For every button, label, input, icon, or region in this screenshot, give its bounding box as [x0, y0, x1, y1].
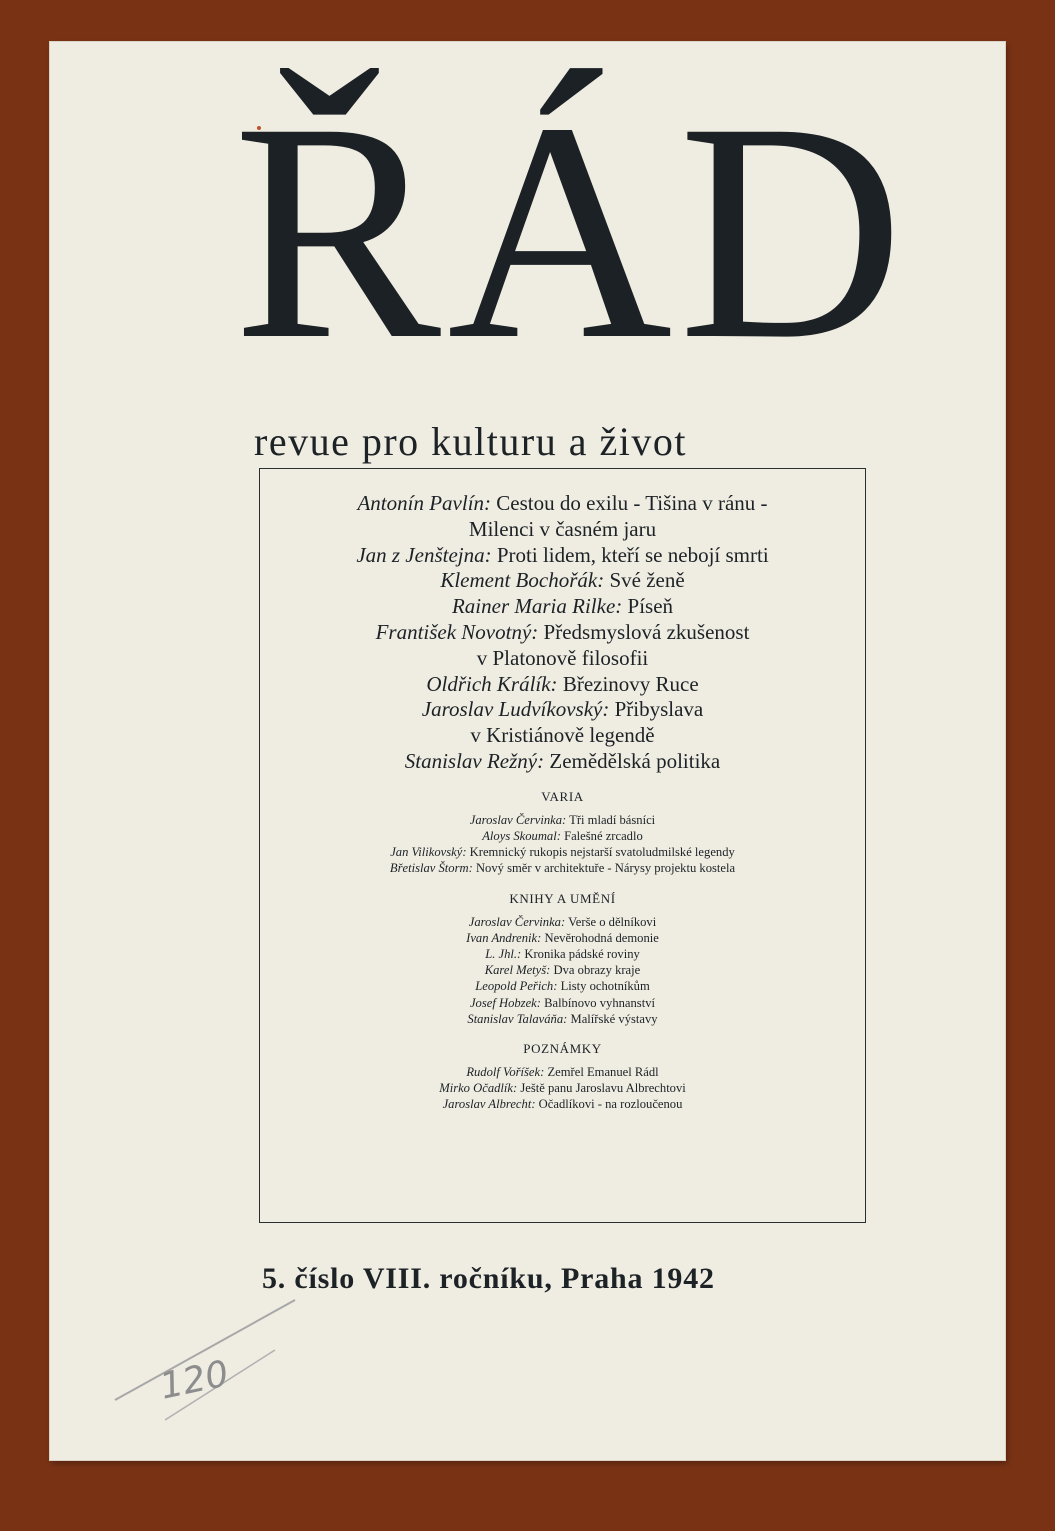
section-heading: VARIA	[541, 788, 584, 804]
section-item	[260, 860, 865, 876]
article-title: v Kristiánově legendě	[470, 723, 655, 748]
article-title: Zemědělská politika	[544, 748, 721, 773]
item-author: Aloys Skoumal:	[482, 828, 561, 843]
section-item	[260, 914, 865, 930]
item-title: Tři mladí básníci	[566, 812, 656, 827]
item-author: Jaroslav Albrecht:	[442, 1097, 536, 1112]
section-item	[260, 812, 865, 828]
item-author: Jan Vilikovský:	[390, 845, 467, 860]
article-title: Předsmyslová zkušenost	[538, 619, 750, 644]
item-title: Ještě panu Jaroslavu Albrechtovi	[517, 1081, 686, 1096]
article-title: Březinovy Ruce	[557, 671, 699, 696]
item-title: Malířské výstavy	[567, 1011, 658, 1026]
item-title: Nevěrohodná demonie	[541, 930, 659, 945]
article-author: Oldřich Králík:	[426, 671, 558, 696]
masthead-subtitle: revue pro kulturu a život	[254, 419, 687, 464]
item-title: Kremnický rukopis nejstarší svatoludmilské legendy	[466, 845, 735, 860]
article-line	[260, 672, 865, 698]
article-title: Přibyslava	[609, 697, 704, 722]
item-title: Očadlíkovi - na rozloučenou	[535, 1097, 683, 1112]
item-author: Rudolf Voříšek:	[466, 1065, 545, 1079]
article-author: Antonín Pavlín:	[357, 491, 492, 515]
section-item	[260, 978, 865, 994]
section-heading: POZNÁMKY	[523, 1041, 602, 1056]
article-author: Jan z Jenštejna:	[356, 542, 492, 567]
article-author: Stanislav Režný:	[404, 748, 545, 773]
article-title: v Platonově filosofii	[476, 645, 649, 670]
item-title: Falešné zrcadlo	[560, 828, 643, 843]
item-title: Kronika pádské roviny	[521, 946, 640, 961]
article-author: Rainer Maria Rilke:	[451, 594, 623, 619]
article-line	[260, 543, 865, 569]
section-item	[260, 1080, 865, 1096]
article-line	[260, 620, 865, 646]
item-author: Karel Metyš:	[484, 963, 551, 978]
article-line	[260, 594, 865, 620]
item-author: Jaroslav Červinka:	[469, 812, 567, 827]
item-title: Zemřel Emanuel Rádl	[544, 1065, 659, 1079]
item-title: Verše o dělníkovi	[565, 914, 657, 929]
article-title: Své ženě	[604, 568, 685, 593]
item-title: Nový směr v architektuře - Nárysy projektu kostela	[472, 861, 736, 876]
article-line	[260, 646, 865, 672]
article-line	[260, 517, 865, 543]
article-author: František Novotný:	[375, 619, 539, 644]
article-line	[260, 723, 865, 749]
item-author: Jaroslav Červinka:	[468, 914, 566, 929]
item-title: Dva obrazy kraje	[550, 963, 641, 978]
section-item	[260, 1011, 865, 1027]
item-author: Leopold Peřich:	[475, 979, 558, 994]
item-author: Břetislav Štorm:	[389, 861, 473, 876]
item-author: Mirko Očadlík:	[439, 1081, 518, 1096]
article-title: Cestou do exilu - Tišina v ránu -	[491, 491, 768, 515]
item-title: Balbínovo vyhnanství	[540, 995, 656, 1010]
article-line	[260, 491, 865, 517]
sections	[260, 789, 865, 1113]
section-item	[260, 1064, 865, 1080]
article-title: Milenci v časném jaru	[468, 516, 657, 541]
item-title: Listy ochotníkům	[557, 979, 650, 994]
item-author: Ivan Andrenik:	[466, 930, 542, 945]
article-line	[260, 697, 865, 723]
article-author: Jaroslav Ludvíkovský:	[421, 697, 610, 722]
section-item	[260, 828, 865, 844]
article-line	[260, 568, 865, 594]
section-item	[260, 930, 865, 946]
article-title: Proti lidem, kteří se nebojí smrti	[491, 542, 769, 567]
article-line	[260, 749, 865, 775]
masthead-title: ŘÁD	[233, 59, 910, 404]
section-item	[260, 1096, 865, 1112]
pencil-note: 120	[156, 1353, 233, 1408]
article-author: Klement Bochořák:	[440, 568, 605, 593]
issue-line: 5. číslo VIII. ročníku, Praha 1942	[262, 1262, 715, 1295]
table-of-contents	[259, 468, 866, 1223]
item-author: L. Jhl.:	[485, 946, 522, 961]
item-author: Josef Hobzek:	[469, 995, 541, 1010]
section-item	[260, 946, 865, 962]
main-articles	[260, 491, 865, 775]
section-item	[260, 844, 865, 860]
article-title: Píseň	[622, 594, 674, 619]
section-heading: KNIHY A UMĚNÍ	[509, 890, 616, 906]
section-item	[260, 962, 865, 978]
item-author: Stanislav Talaváňa:	[467, 1011, 568, 1026]
section-item	[260, 995, 865, 1011]
